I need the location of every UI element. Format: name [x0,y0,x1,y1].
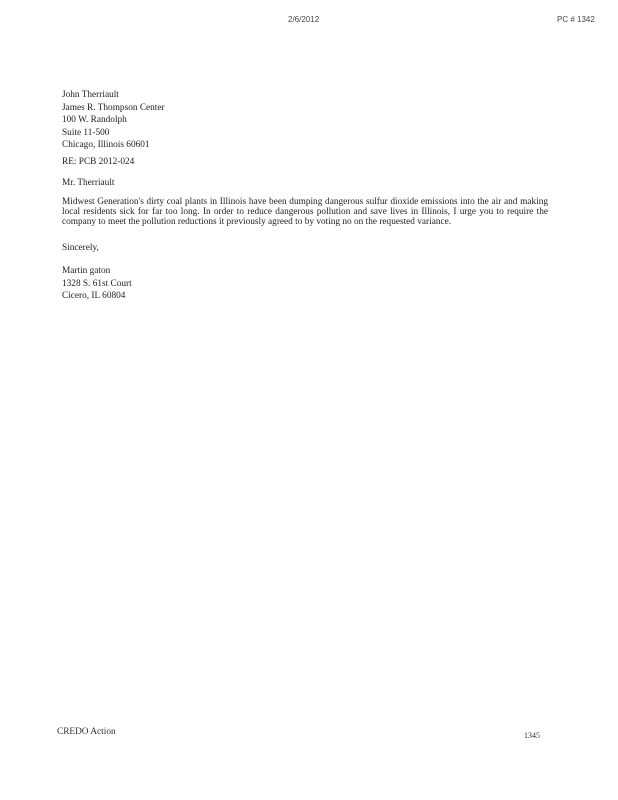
footer-organization: CREDO Action [57,727,116,737]
letter-body: Midwest Generation's dirty coal plants in Illinois have been dumping dangerous sulfur dioxide emissions into the air and making local residents sick for far too long. In order to reduce dangerous pollution and save lives in Illinois, I urge you to require the company to meet the pollution reductions it previously agreed to by voting no on the requested variance. [62,197,548,227]
closing: Sincerely, [62,243,99,253]
recipient-building: James R. Thompson Center [62,102,165,113]
sender-city: Cicero, IL 60804 [62,291,126,301]
re-line: RE: PCB 2012-024 [62,157,135,167]
sender-street: 1328 S. 61st Court [62,278,132,289]
header-date: 2/6/2012 [288,15,320,24]
recipient-city: Chicago, Illinois 60601 [62,140,150,150]
recipient-suite: Suite 11-500 [62,127,110,138]
recipient-address [62,89,165,152]
salutation: Mr. Therriault [62,178,115,188]
recipient-street: 100 W. Randolph [62,115,127,125]
footer-page-number: 1345 [524,731,540,740]
header-pc-number: PC # 1342 [557,15,595,24]
sender-name: Martin gaton [62,266,111,276]
recipient-name: John Therriault [62,90,119,100]
sender-address [62,265,132,303]
